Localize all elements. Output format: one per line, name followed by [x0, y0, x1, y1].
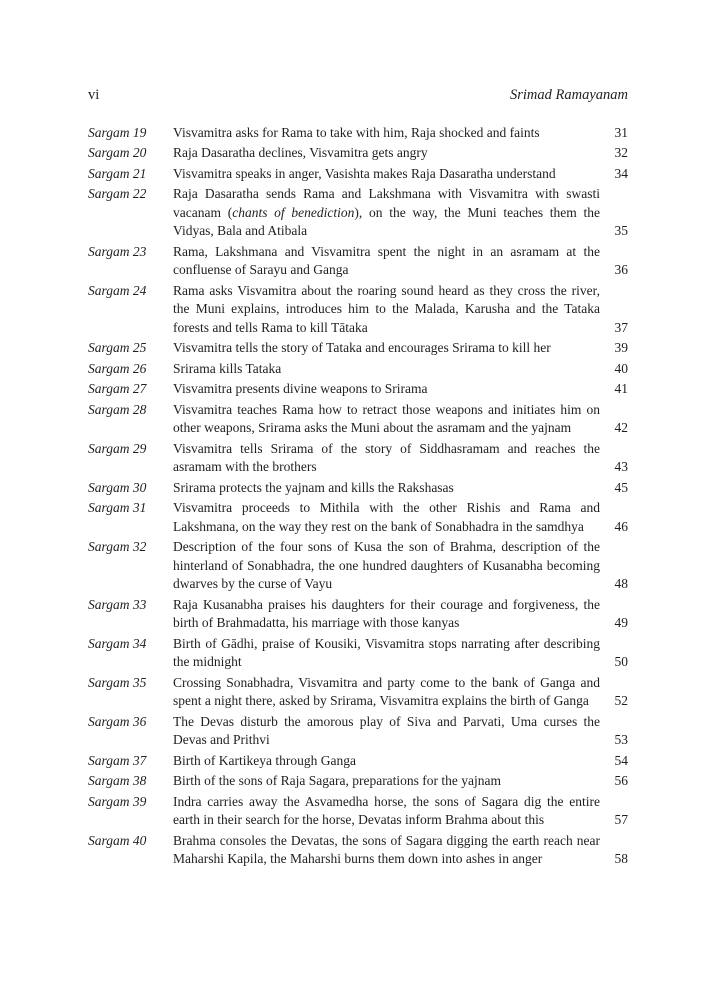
toc-entry	[88, 282, 628, 338]
sargam-label: Sargam 30	[88, 479, 147, 495]
toc-entry	[88, 401, 628, 438]
entry-page-number: 57	[614, 812, 628, 827]
entry-page-number: 36	[614, 262, 628, 277]
entry-page-number: 40	[614, 360, 628, 376]
entry-description: Raja Dasaratha declines, Visvamitra gets angry	[173, 145, 428, 160]
sargam-label: Sargam 23	[88, 243, 147, 259]
sargam-label: Sargam 28	[88, 401, 147, 417]
toc-entry	[88, 440, 628, 477]
entry-description: Indra carries away the Asvamedha horse, the sons of Sagara dig the entire earth in their search for the horse, Devatas inform Brahma about this	[173, 793, 600, 827]
entry-page-number: 31	[614, 124, 628, 140]
sargam-label: Sargam 29	[88, 440, 147, 456]
sargam-label: Sargam 25	[88, 340, 147, 355]
entry-description: Srirama protects the yajnam and kills the Rakshasas	[173, 479, 454, 495]
entry-description: Visvamitra tells the story of Tataka and encourages Srirama to kill her	[173, 340, 551, 355]
entry-description: Visvamitra teaches Rama how to retract those weapons and initiates him on other weapons, Srirama asks the Muni about the asramam and the yajnam	[173, 401, 600, 435]
entry-page-number: 42	[614, 420, 628, 435]
entry-page-number: 48	[614, 576, 628, 591]
toc-entry	[88, 243, 628, 280]
folio-number: vi	[88, 87, 100, 103]
toc-entry	[88, 832, 628, 869]
entry-page-number: 56	[614, 773, 628, 788]
sargam-label: Sargam 37	[88, 752, 147, 768]
entry-page-number: 53	[614, 732, 628, 747]
sargam-label: Sargam 39	[88, 793, 147, 809]
toc-entry	[88, 596, 628, 633]
toc-entry	[88, 185, 628, 241]
entry-page-number: 39	[614, 340, 628, 355]
entry-description: The Devas disturb the amorous play of Siva and Parvati, Uma curses the Devas and Prithvi	[173, 713, 600, 747]
toc-entry	[88, 144, 628, 163]
entry-description: Raja Kusanabha praises his daughters for their courage and forgiveness, the birth of Brahmadatta, his marriage with those kanyas	[173, 596, 600, 630]
sargam-label: Sargam 32	[88, 539, 147, 554]
sargam-label: Sargam 38	[88, 773, 147, 788]
entry-description: Visvamitra proceeds to Mithila with the other Rishis and Rama and Lakshmana, on the way they rest on the bank of Sonabhadra in the samdhya	[173, 500, 600, 534]
entry-page-number: 49	[614, 615, 628, 630]
entry-page-number: 34	[614, 165, 628, 181]
sargam-label: Sargam 33	[88, 596, 147, 612]
entry-description: Visvamitra speaks in anger, Vasishta makes Raja Dasaratha understand	[173, 165, 556, 181]
toc-entry	[88, 380, 628, 399]
sargam-label: Sargam 24	[88, 282, 147, 298]
entry-page-number: 43	[614, 459, 628, 474]
entry-description: Visvamitra tells Srirama of the story of Siddhasramam and reaches the asramam with the brothers	[173, 440, 600, 474]
toc-entry	[88, 635, 628, 672]
entry-page-number: 41	[614, 381, 628, 396]
sargam-label: Sargam 35	[88, 674, 147, 690]
toc-entry	[88, 772, 628, 791]
sargam-label: Sargam 26	[88, 360, 147, 376]
entry-page-number: 52	[614, 693, 628, 708]
sargam-label: Sargam 31	[88, 500, 147, 515]
toc-entry	[88, 499, 628, 536]
entry-description: Birth of Kartikeya through Ganga	[173, 752, 356, 768]
toc-entry	[88, 713, 628, 750]
toc-entry	[88, 674, 628, 711]
entry-page-number: 58	[614, 851, 628, 866]
entry-description: Srirama kills Tataka	[173, 360, 282, 376]
running-title: Srimad Ramayanam	[509, 87, 628, 103]
entry-description: Rama asks Visvamitra about the roaring sound heard as they cross the river, the Muni explains, introduces him to the Malada, Karusha and the Tataka forests and tells Rama to kill Tātaka	[173, 282, 600, 335]
entry-description: Birth of Gādhi, praise of Kousiki, Visvamitra stops narrating after describing the midnight	[173, 635, 600, 669]
entry-page-number: 45	[614, 479, 628, 495]
entry-page-number: 35	[614, 223, 628, 238]
sargam-label: Sargam 34	[88, 635, 147, 651]
toc-entry	[88, 793, 628, 830]
entry-description: Visvamitra presents divine weapons to Srirama	[173, 381, 428, 396]
entry-page-number: 32	[614, 145, 628, 160]
toc-entry	[88, 479, 628, 498]
toc-entry	[88, 752, 628, 771]
toc-list	[88, 124, 628, 869]
sargam-label: Sargam 22	[88, 186, 147, 201]
entry-page-number: 37	[614, 319, 628, 335]
sargam-label: Sargam 40	[88, 832, 147, 848]
entry-description: Description of the four sons of Kusa the son of Brahma, description of the hinterland of Sonabhadra, the one hundred daughters of Kusanabha becoming dwarves by the curse of Vayu	[173, 539, 600, 591]
page-header	[88, 86, 628, 105]
entry-page-number: 54	[614, 752, 628, 768]
toc-entry	[88, 339, 628, 358]
toc-entry	[88, 124, 628, 143]
toc-entry	[88, 360, 628, 379]
sargam-label: Sargam 21	[88, 165, 147, 181]
sargam-label: Sargam 20	[88, 145, 147, 160]
entry-description: Crossing Sonabhadra, Visvamitra and party come to the bank of Ganga and spent a night there, asked by Srirama, Visvamitra explains the birth of Ganga	[173, 674, 600, 708]
entry-description: Birth of the sons of Raja Sagara, preparations for the yajnam	[173, 773, 502, 788]
entry-description: Visvamitra asks for Rama to take with him, Raja shocked and faints	[173, 124, 540, 140]
sargam-label: Sargam 19	[88, 124, 147, 140]
entry-description: Rama, Lakshmana and Visvamitra spent the night in an asramam at the confluense of Sarayu and Ganga	[173, 243, 600, 277]
sargam-label: Sargam 27	[88, 381, 147, 396]
entry-description: Raja Dasaratha sends Rama and Lakshmana with Visvamitra with swasti vacanam (chants of benediction), on the way, the Muni teaches them the Vidyas, Bala and Atibala	[173, 186, 601, 238]
sargam-label: Sargam 36	[88, 713, 147, 729]
entry-description: Brahma consoles the Devatas, the sons of Sagara digging the earth reach near Maharshi Kapila, the Maharshi burns them down into ashes in anger	[173, 832, 600, 866]
entry-page-number: 46	[614, 518, 628, 534]
entry-page-number: 50	[614, 654, 628, 669]
toc-entry	[88, 538, 628, 594]
toc-entry	[88, 165, 628, 184]
